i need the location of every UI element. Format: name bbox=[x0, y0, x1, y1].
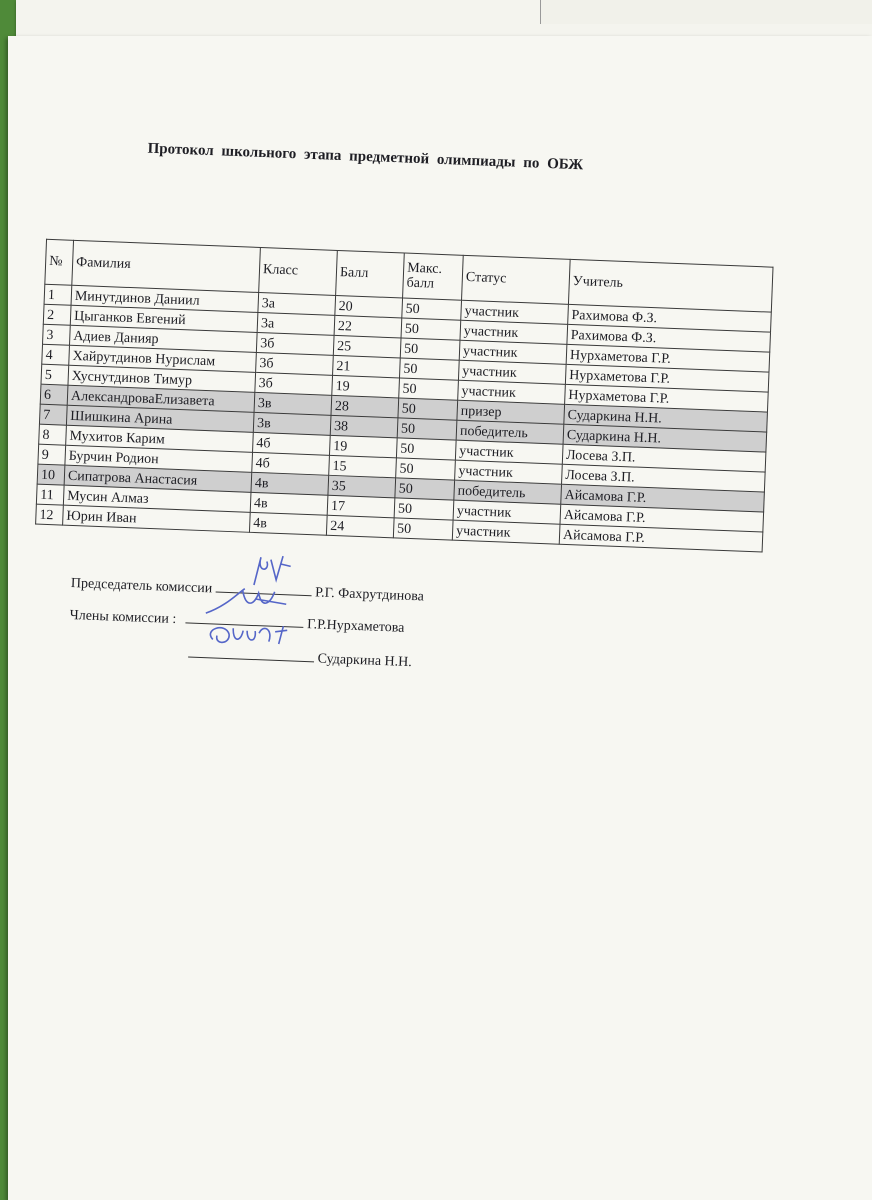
cell-status: участник bbox=[458, 360, 566, 384]
cell-max-score: 50 bbox=[396, 438, 456, 460]
cell-max-score: 50 bbox=[394, 498, 454, 520]
cell-num: 8 bbox=[39, 424, 67, 445]
cell-class: 3а bbox=[258, 292, 336, 315]
cell-score: 28 bbox=[331, 395, 399, 418]
cell-num: 4 bbox=[42, 344, 70, 365]
cell-score: 24 bbox=[326, 515, 394, 538]
header-class: Класс bbox=[259, 248, 338, 296]
cell-score: 15 bbox=[329, 455, 397, 478]
cell-status: победитель bbox=[456, 420, 564, 444]
cell-name: АлександроваЕлизавета bbox=[67, 385, 255, 412]
cell-name: Бурчин Родион bbox=[65, 445, 253, 472]
cell-num: 12 bbox=[36, 504, 64, 525]
cell-score: 25 bbox=[333, 335, 401, 358]
header-status: Статус bbox=[462, 255, 571, 304]
cell-status: участник bbox=[453, 500, 561, 524]
cell-name: Цыганков Евгений bbox=[70, 305, 258, 332]
cell-teacher: Сударкина Н.Н. bbox=[564, 404, 768, 432]
cell-score: 22 bbox=[334, 315, 402, 338]
table-body bbox=[36, 284, 772, 552]
cell-score: 19 bbox=[329, 435, 397, 458]
cell-status: участник bbox=[460, 320, 568, 344]
cell-class: 3б bbox=[256, 332, 334, 355]
cell-status: участник bbox=[455, 460, 563, 484]
cell-class: 3б bbox=[256, 352, 334, 375]
cell-max-score: 50 bbox=[398, 398, 458, 420]
document-title: Протокол школьного этапа предметной олимпиады по ОБЖ bbox=[147, 140, 584, 174]
cell-class: 3б bbox=[255, 372, 333, 395]
cell-max-score: 50 bbox=[395, 478, 455, 500]
cell-max-score: 50 bbox=[396, 458, 456, 480]
cell-name: Адиев Данияр bbox=[69, 325, 257, 352]
cell-num: 9 bbox=[38, 444, 66, 465]
cell-status: участник bbox=[455, 440, 563, 464]
cell-class: 3а bbox=[257, 312, 335, 335]
cell-teacher: Нурхаметова Г.Р. bbox=[566, 344, 770, 372]
header-score: Балл bbox=[336, 250, 405, 298]
cell-max-score: 50 bbox=[399, 358, 459, 380]
cell-score: 38 bbox=[330, 415, 398, 438]
cell-score: 35 bbox=[328, 475, 396, 498]
header-max-score: Макс. балл bbox=[403, 253, 464, 300]
cell-name: Сипатрова Анастасия bbox=[64, 465, 252, 492]
cell-num: 5 bbox=[41, 364, 69, 385]
cell-status: участник bbox=[452, 520, 560, 544]
cell-name: Юрин Иван bbox=[63, 505, 251, 532]
cell-teacher: Айсамова Г.Р. bbox=[561, 484, 765, 512]
cell-name: Шишкина Арина bbox=[66, 405, 254, 432]
cell-max-score: 50 bbox=[401, 318, 461, 340]
cell-status: участник bbox=[461, 300, 569, 324]
cell-teacher: Лосева З.П. bbox=[562, 444, 766, 472]
cell-teacher: Нурхаметова Г.Р. bbox=[565, 384, 769, 412]
cell-name: Хуснутдинов Тимур bbox=[68, 365, 256, 392]
cell-teacher: Сударкина Н.Н. bbox=[563, 424, 767, 452]
results-table bbox=[35, 239, 773, 553]
cell-status: призер bbox=[457, 400, 565, 424]
cell-status: участник bbox=[459, 340, 567, 364]
cell-max-score: 50 bbox=[397, 418, 457, 440]
member2-signature-icon bbox=[198, 617, 309, 661]
cell-class: 4в bbox=[250, 492, 328, 515]
document-sheet bbox=[8, 36, 872, 1200]
cell-num: 10 bbox=[37, 464, 65, 485]
cell-teacher: Айсамова Г.Р. bbox=[560, 504, 764, 532]
cell-num: 1 bbox=[44, 284, 72, 305]
document-content bbox=[28, 136, 787, 671]
cell-max-score: 50 bbox=[400, 338, 460, 360]
cell-teacher: Лосева З.П. bbox=[562, 464, 766, 492]
cell-max-score: 50 bbox=[393, 518, 453, 540]
cell-score: 19 bbox=[332, 375, 400, 398]
cell-class: 4в bbox=[251, 472, 329, 495]
cell-score: 21 bbox=[333, 355, 401, 378]
cell-class: 4б bbox=[252, 452, 330, 475]
back-paper-sheet-2 bbox=[540, 0, 872, 24]
cell-teacher: Айсамова Г.Р. bbox=[559, 524, 763, 552]
member1-name: Г.Р.Нурхаметова bbox=[306, 617, 405, 636]
members-label: Члены комиссии : bbox=[69, 607, 177, 628]
cell-name: Мухитов Карим bbox=[66, 425, 254, 452]
cell-num: 7 bbox=[39, 404, 67, 425]
cell-status: победитель bbox=[454, 480, 562, 504]
cell-teacher: Нурхаметова Г.Р. bbox=[565, 364, 769, 392]
cell-num: 2 bbox=[43, 304, 71, 325]
cell-num: 6 bbox=[40, 384, 68, 405]
cell-score: 17 bbox=[327, 495, 395, 518]
cell-status: участник bbox=[458, 380, 566, 404]
member2-signature bbox=[188, 641, 315, 663]
cell-name: Минутдинов Даниил bbox=[71, 285, 259, 312]
cell-class: 4в bbox=[249, 512, 327, 535]
cell-score: 20 bbox=[335, 295, 403, 318]
cell-name: Хайрутдинов Нурислам bbox=[69, 345, 257, 372]
cell-num: 3 bbox=[43, 324, 71, 345]
header-num: № bbox=[45, 239, 74, 285]
cell-max-score: 50 bbox=[402, 298, 462, 320]
header-name: Фамилия bbox=[72, 240, 261, 292]
cell-class: 3в bbox=[253, 412, 331, 435]
cell-num: 11 bbox=[36, 484, 64, 505]
member2-name: Сударкина Н.Н. bbox=[317, 651, 413, 671]
member2-signature-line bbox=[188, 641, 412, 672]
header-teacher: Учитель bbox=[568, 259, 773, 312]
cell-max-score: 50 bbox=[399, 378, 459, 400]
cell-name: Мусин Алмаз bbox=[63, 485, 251, 512]
chair-label: Председатель комиссии bbox=[70, 575, 213, 597]
cell-teacher: Рахимова Ф.З. bbox=[567, 324, 771, 352]
chair-name: Р.Г. Фахрутдинова bbox=[314, 585, 425, 605]
cell-class: 3в bbox=[254, 392, 332, 415]
cell-teacher: Рахимова Ф.З. bbox=[568, 304, 772, 332]
cell-class: 4б bbox=[253, 432, 331, 455]
